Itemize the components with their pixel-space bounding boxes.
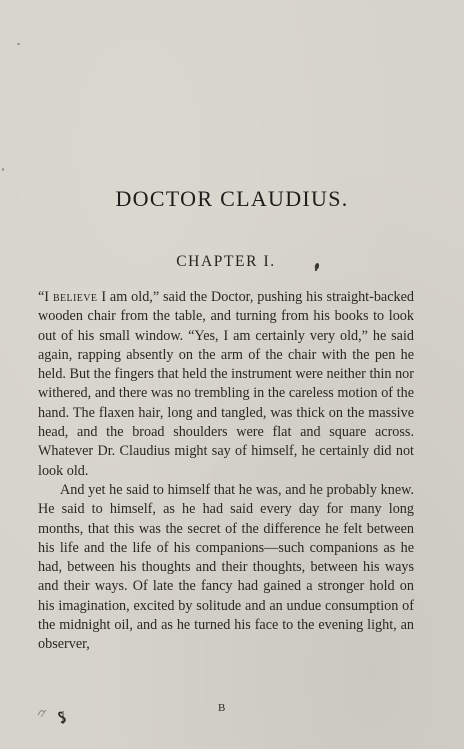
opening-quote: “I	[38, 289, 50, 305]
book-title: DOCTOR CLAUDIUS.	[115, 186, 349, 211]
opening-smallcaps-word: believe	[52, 289, 98, 305]
paragraph-1	[38, 288, 414, 481]
pencil-scribble-icon	[36, 703, 72, 725]
paragraph-2: And yet he said to himself that he was, and he probably knew. He said to himself, as he had said every day for many long months, that this was the secret of the difference he felt between his life and the life of his companions—such companions as he had, between his thoughts and their thoughts, between his ways and their ways. Of late the fancy had gained a stronger hold on his imagination, excited by solitude and an undue consumption of the midnight oil, and as he turned his face to the evening light, an observer,	[38, 481, 414, 653]
chapter-heading: CHAPTER I.	[176, 253, 276, 270]
paper-speck	[17, 43, 20, 45]
paper-speck	[2, 168, 4, 171]
signature-mark: B	[218, 702, 227, 714]
paragraph-1-text: I am old,” said the Doctor, pushing his straight-backed wooden chair from the table, and turning from his books to look out of his small window. “Yes, I am certainly very old,” he said again, rapping absently on the arm of the chair with the pen he held. But the fingers that held the instrument were neither thin nor withered, and there was no trembling in the careless motion of the hand. The flaxen hair, long and tangled, was thick on the massive head, and the broad shoulders were flat and square across. Whatever Dr. Claudius might say of himself, he certainly did not look old.	[38, 289, 415, 479]
chapter-body	[38, 288, 414, 655]
